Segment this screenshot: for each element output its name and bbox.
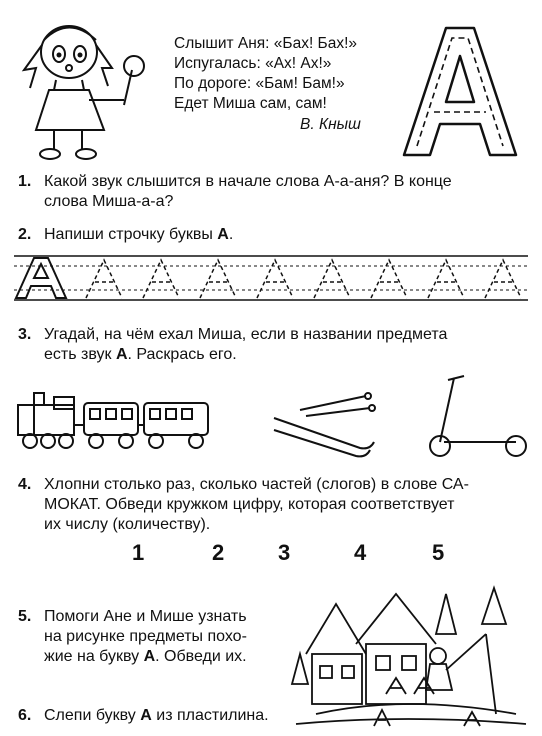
train-illustration <box>14 385 254 455</box>
task-6 <box>18 706 528 726</box>
task-4 <box>18 475 528 535</box>
task-text: их числу (количеству). <box>44 516 211 533</box>
task-1 <box>18 172 528 212</box>
task-text: слова Миша-а-а? <box>44 193 174 210</box>
task-bold-letter: А <box>143 648 156 665</box>
poem-line: Испугалась: «Ах! Ах!» <box>174 55 332 72</box>
task-text: МОКАТ. Обведи кружком цифру, которая соответствует <box>44 496 455 513</box>
number-choice[interactable]: 4 <box>354 540 367 565</box>
writing-practice-row <box>14 252 528 308</box>
task-number: 2. <box>18 226 32 243</box>
task-number: 4. <box>18 476 32 493</box>
skis-illustration <box>270 390 390 460</box>
task-number: 5. <box>18 608 32 625</box>
number-choice[interactable]: 1 <box>132 540 145 565</box>
task-text: . Раскрась его. <box>127 346 237 363</box>
task-bold-letter: А <box>217 226 229 243</box>
task-number: 3. <box>18 326 32 343</box>
task-text: Какой звук слышится в начале слова А-а-аня? В конце <box>44 173 452 190</box>
poem-author: В. Кныш <box>300 116 361 133</box>
scooter-illustration <box>420 372 530 462</box>
task-3 <box>18 325 528 365</box>
girl-illustration <box>14 10 164 162</box>
task-text: Помоги Ане и Мише узнать <box>44 608 247 625</box>
poem-line: Слышит Аня: «Бах! Бах!» <box>174 35 358 52</box>
task-2 <box>18 225 528 245</box>
number-choice[interactable]: 5 <box>432 540 445 565</box>
task-text: жие на букву <box>44 648 144 665</box>
task-5 <box>18 607 288 667</box>
task-text: есть звук <box>44 346 116 363</box>
task-bold-letter: А <box>140 707 152 724</box>
task-text: Напиши строчку буквы <box>44 226 218 243</box>
task-text: на рисунке предметы похо- <box>44 628 247 645</box>
number-choices <box>0 540 542 570</box>
poem-line: По дороге: «Бам! Бам!» <box>174 75 345 92</box>
poem-line: Едет Миша сам, сам! <box>174 95 327 112</box>
task-number: 1. <box>18 173 32 190</box>
task-text-end: . <box>228 226 234 243</box>
task-text: Слепи букву <box>44 707 141 724</box>
task-text: . Обведи их. <box>155 648 247 665</box>
task-text-end: из пластилина. <box>151 707 269 724</box>
solid-letter-a <box>16 258 66 298</box>
number-choice[interactable]: 2 <box>212 540 225 565</box>
task-number: 6. <box>18 707 32 724</box>
task-text: Хлопни столько раз, сколько частей (слогов) в слове СА- <box>44 476 469 493</box>
number-choice[interactable]: 3 <box>278 540 291 565</box>
task-bold-letter: А <box>115 346 128 363</box>
task-text: Угадай, на чём ехал Миша, если в названии предмета <box>44 326 448 343</box>
big-letter-a <box>394 20 524 160</box>
poem <box>174 34 357 114</box>
